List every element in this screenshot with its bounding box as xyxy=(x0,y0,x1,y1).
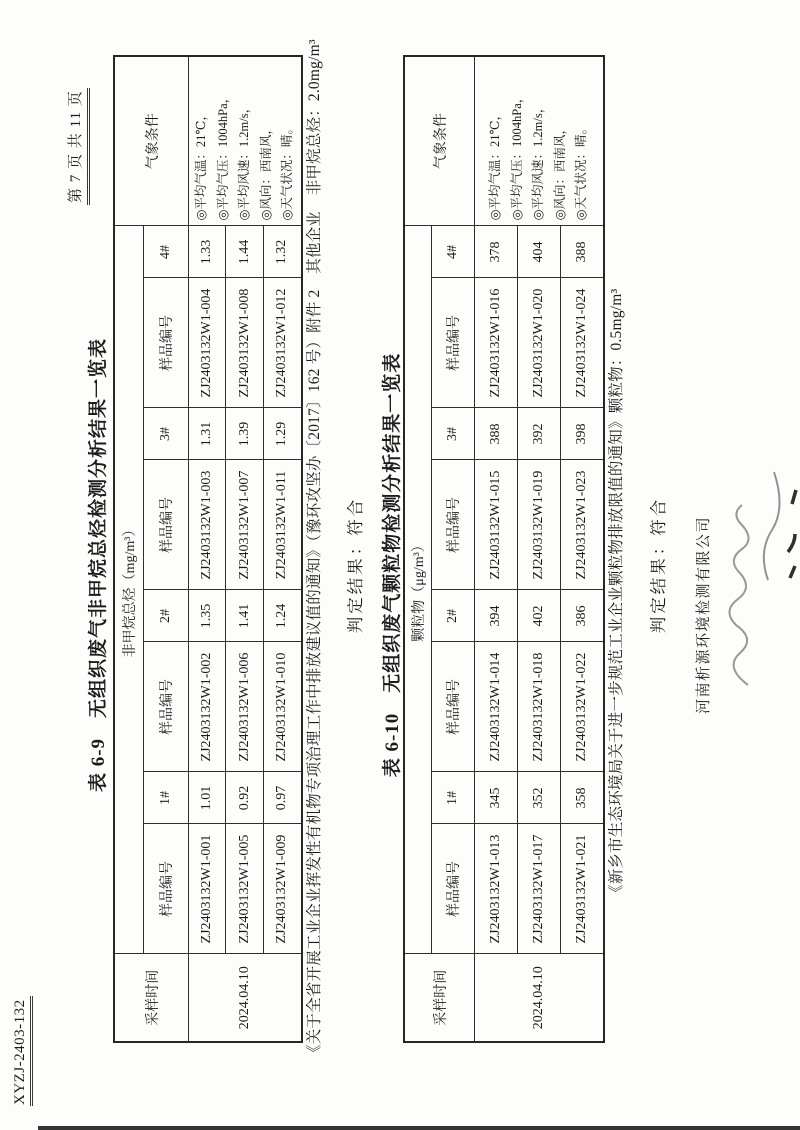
weather-line: ◎天气状况：晴。 xyxy=(574,121,589,221)
value-cell: 1.35 xyxy=(189,590,226,642)
weather-line: ◎风向：西南风， xyxy=(258,122,273,221)
weather-conditions-cell xyxy=(189,56,302,226)
value-cell: 1.44 xyxy=(226,226,263,278)
sample-id-cell: ZJ2403132W1-002 xyxy=(189,642,226,772)
sample-id-header: 样品编号 xyxy=(144,824,189,954)
sample-id-header: 样品编号 xyxy=(144,642,189,772)
value-cell: 1.01 xyxy=(189,772,226,824)
sample-id-cell: ZJ2403132W1-005 xyxy=(226,824,263,954)
sample-id-cell: ZJ2403132W1-008 xyxy=(226,278,263,408)
sampling-time-value: 2024.04.10 xyxy=(475,954,605,1042)
sample-id-cell: ZJ2403132W1-006 xyxy=(226,642,263,772)
sample-id-cell: ZJ2403132W1-013 xyxy=(475,824,518,954)
sample-id-cell: ZJ2403132W1-011 xyxy=(263,460,301,590)
point-header: 3# xyxy=(144,408,189,460)
verdict-particulate: 判定结果：符合 xyxy=(649,496,668,634)
sample-id-cell: ZJ2403132W1-004 xyxy=(189,278,226,408)
table-6-10-title: 表 6-10 无组织废气颗粒物检测分析结果一览表 xyxy=(382,352,403,778)
sampling-time-value: 2024.04.10 xyxy=(189,954,302,1042)
handwritten-signature-icon xyxy=(708,400,798,700)
sample-id-header: 样品编号 xyxy=(432,460,475,590)
doc-number: XYZJ-2403-132 xyxy=(12,996,33,1106)
sample-id-cell: ZJ2403132W1-007 xyxy=(226,460,263,590)
weather-line: ◎平均风速：1.2m/s， xyxy=(531,100,546,221)
value-cell: 1.41 xyxy=(226,590,263,642)
weather-line: ◎平均风速：1.2m/s， xyxy=(237,100,251,221)
point-header: 1# xyxy=(432,772,475,824)
weather-header: 气象条件 xyxy=(114,56,189,226)
sample-id-cell: ZJ2403132W1-020 xyxy=(518,278,561,408)
value-cell: 398 xyxy=(561,408,605,460)
sample-id-header: 样品编号 xyxy=(144,460,189,590)
sample-id-cell: ZJ2403132W1-016 xyxy=(475,278,518,408)
sampling-time-header: 采样时间 xyxy=(114,954,189,1042)
weather-line: ◎平均气温：21℃， xyxy=(194,108,208,221)
value-cell: 0.97 xyxy=(263,772,301,824)
value-cell: 1.33 xyxy=(189,226,226,278)
verdict-nmhc: 判定结果：符合 xyxy=(346,496,365,634)
sample-id-cell: ZJ2403132W1-015 xyxy=(475,460,518,590)
table-6-9 xyxy=(113,55,303,1043)
standard-note-nmhc: 《关于全省开展工业企业挥发性有机物专项治理工作中排放建议值的通知》（豫环攻坚办〔2017〕162 号）附件 2 其他企业 非甲烷总烃：2.0mg/m³ xyxy=(306,39,323,1060)
point-header: 3# xyxy=(432,408,475,460)
value-cell: 378 xyxy=(475,226,518,278)
weather-header: 气象条件 xyxy=(404,56,475,226)
value-cell: 0.92 xyxy=(226,772,263,824)
sample-id-cell: ZJ2403132W1-012 xyxy=(263,278,301,408)
value-cell: 358 xyxy=(561,772,605,824)
value-cell: 345 xyxy=(475,772,518,824)
weather-line: ◎风向：西南风， xyxy=(552,121,567,221)
sample-id-cell: ZJ2403132W1-014 xyxy=(475,642,518,772)
sample-id-header: 样品编号 xyxy=(432,278,475,408)
weather-line: ◎平均气压：1004hPa， xyxy=(215,90,230,221)
analyte-header: 颗粒物（μg/m³） xyxy=(404,226,432,954)
value-cell: 404 xyxy=(518,226,561,278)
sample-id-cell: ZJ2403132W1-021 xyxy=(561,824,605,954)
point-header: 2# xyxy=(144,590,189,642)
sample-id-cell: ZJ2403132W1-003 xyxy=(189,460,226,590)
sample-id-cell: ZJ2403132W1-022 xyxy=(561,642,605,772)
value-cell: 386 xyxy=(561,590,605,642)
sample-id-cell: ZJ2403132W1-009 xyxy=(263,824,301,954)
sample-id-cell: ZJ2403132W1-019 xyxy=(518,460,561,590)
sample-id-cell: ZJ2403132W1-018 xyxy=(518,642,561,772)
sample-id-header: 样品编号 xyxy=(432,824,475,954)
table-6-9-title: 表 6-9 无组织废气非甲烷总烃检测分析结果一览表 xyxy=(88,337,109,793)
company-name: 河南析源环境检测有限公司 xyxy=(696,516,712,715)
weather-line: ◎天气状况：晴。 xyxy=(280,122,294,221)
page-indicator: 第 7 页 共 11 页 xyxy=(64,88,90,205)
weather-conditions-cell xyxy=(475,56,605,226)
value-cell: 352 xyxy=(518,772,561,824)
value-cell: 1.24 xyxy=(263,590,301,642)
value-cell: 402 xyxy=(518,590,561,642)
sample-id-cell: ZJ2403132W1-024 xyxy=(561,278,605,408)
point-header: 1# xyxy=(144,772,189,824)
point-header: 2# xyxy=(432,590,475,642)
sample-id-header: 样品编号 xyxy=(144,278,189,408)
sampling-time-header: 采样时间 xyxy=(404,954,475,1042)
weather-line: ◎平均气压：1004hPa， xyxy=(509,90,524,221)
analyte-header: 非甲烷总烃（mg/m³） xyxy=(114,226,144,954)
scan-edge-artifact xyxy=(38,1126,800,1130)
point-header: 4# xyxy=(432,226,475,278)
value-cell: 388 xyxy=(561,226,605,278)
weather-line: ◎平均气温：21℃， xyxy=(488,108,503,221)
sample-id-cell: ZJ2403132W1-023 xyxy=(561,460,605,590)
value-cell: 1.39 xyxy=(226,408,263,460)
sample-id-cell: ZJ2403132W1-001 xyxy=(189,824,226,954)
value-cell: 1.31 xyxy=(189,408,226,460)
value-cell: 1.29 xyxy=(263,408,301,460)
sample-id-cell: ZJ2403132W1-010 xyxy=(263,642,301,772)
point-header: 4# xyxy=(144,226,189,278)
table-6-10 xyxy=(403,55,605,1043)
value-cell: 388 xyxy=(475,408,518,460)
sample-id-cell: ZJ2403132W1-017 xyxy=(518,824,561,954)
value-cell: 1.32 xyxy=(263,226,301,278)
value-cell: 392 xyxy=(518,408,561,460)
value-cell: 394 xyxy=(475,590,518,642)
sample-id-header: 样品编号 xyxy=(432,642,475,772)
standard-note-particulate: 《新乡市生态环境局关于进一步规范工业企业颗粒物排放限值的通知》颗粒物：0.5mg/m³ xyxy=(608,288,625,900)
